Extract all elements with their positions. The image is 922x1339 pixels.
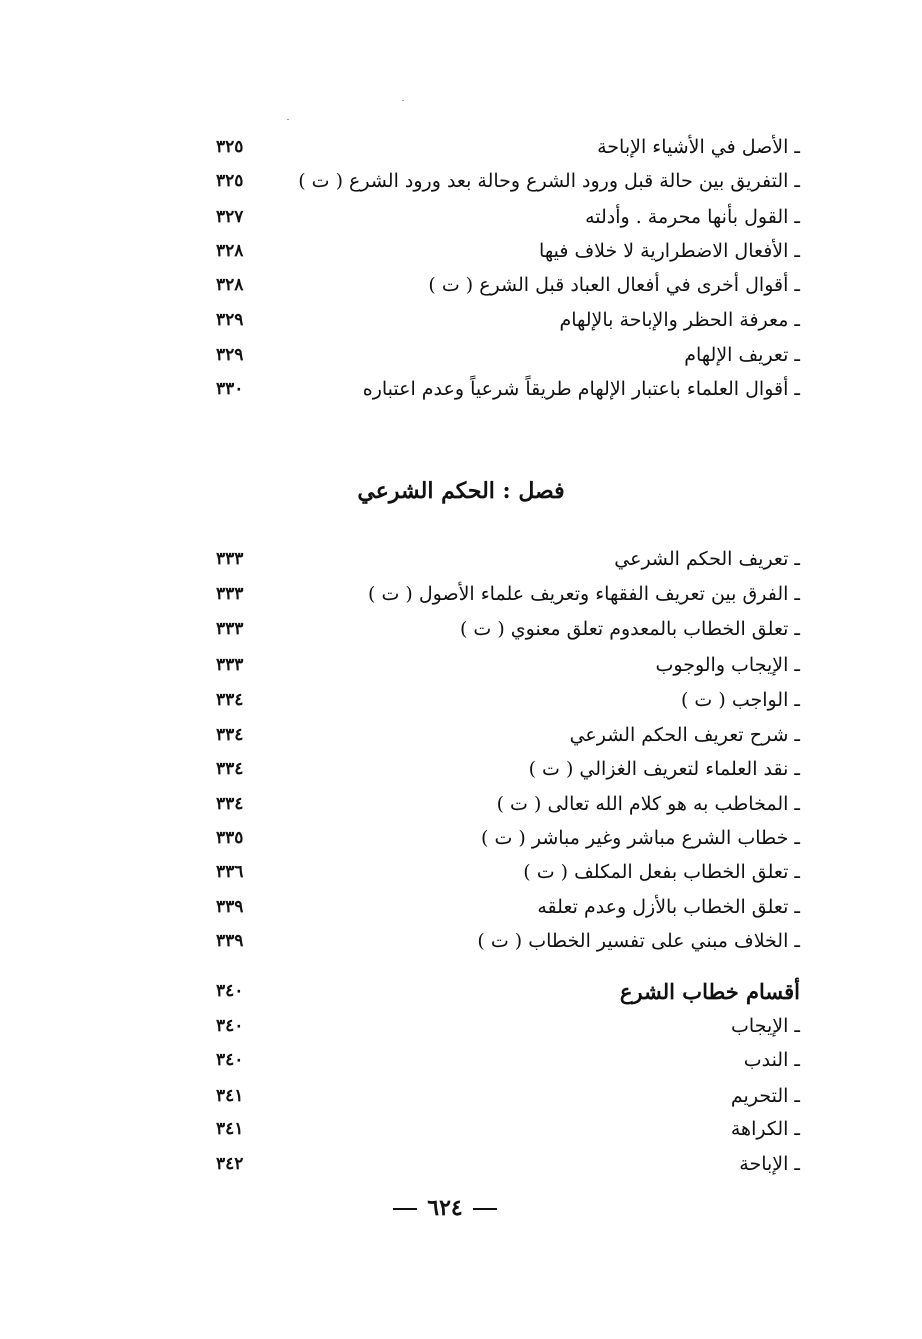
toc-entry-page-number: ٣٢٥ [216, 137, 244, 157]
toc-entry-page-number: ٣٣٩ [216, 931, 244, 951]
toc-entry-row [200, 1011, 800, 1041]
scan-speck [402, 100, 404, 101]
toc-entry-row [200, 270, 800, 300]
subsection-page-number: ٣٤٠ [216, 981, 244, 1001]
toc-entry-page-number: ٣٤١ [216, 1119, 244, 1139]
toc-entry-title: ـ الأصل في الأشياء الإباحة [597, 136, 800, 158]
toc-entry-row [200, 340, 800, 370]
toc-entry-row [200, 166, 800, 196]
toc-entry-title: ـ تعريف الإلهام [684, 344, 800, 366]
subsection-row [200, 976, 800, 1006]
toc-entry-page-number: ٣٢٨ [216, 275, 244, 295]
toc-entry-row [200, 202, 800, 232]
page-folio [0, 1195, 890, 1221]
toc-entry-row [200, 374, 800, 404]
toc-entry-page-number: ٣٢٩ [216, 345, 244, 365]
toc-entry-row [200, 1045, 800, 1075]
folio-dash-right [473, 1208, 497, 1210]
toc-entry-row [200, 823, 800, 853]
toc-entry-row [200, 857, 800, 887]
toc-entry-title: ـ التحريم [730, 1085, 800, 1107]
toc-entry-page-number: ٣٣٥ [216, 828, 244, 848]
toc-entry-row [200, 720, 800, 750]
toc-entry-row [200, 132, 800, 162]
folio-dash-left [393, 1208, 417, 1210]
toc-entry-title: ـ أقوال العلماء باعتبار الإلهام طريقاً شرعياً وعدم اعتباره [362, 378, 800, 400]
toc-entry-title: ـ تعلق الخطاب بفعل المكلف ( ت ) [523, 861, 800, 883]
toc-entry-row [200, 236, 800, 266]
toc-entry-title: ـ الإيجاب والوجوب [655, 654, 800, 676]
toc-entry-page-number: ٣٣٣ [216, 549, 244, 569]
toc-entry-row [200, 926, 800, 956]
subsection-title: أقسام خطاب الشرع [619, 978, 800, 1004]
toc-entry-title: ـ التفريق بين حالة قبل ورود الشرع وحالة بعد ورود الشرع ( ت ) [298, 170, 800, 192]
toc-entry-page-number: ٣٣٤ [216, 690, 244, 710]
toc-entry-page-number: ٣٣٣ [216, 619, 244, 639]
toc-entry-row [200, 1114, 800, 1144]
toc-entry-title: ـ تعلق الخطاب بالمعدوم تعلق معنوي ( ت ) [459, 618, 800, 640]
toc-entry-title: ـ الإيجاب [731, 1015, 800, 1037]
toc-entry-page-number: ٣٣٣ [216, 584, 244, 604]
toc-entry-title: ـ الخلاف مبني على تفسير الخطاب ( ت ) [477, 930, 800, 952]
toc-entry-page-number: ٣٣٤ [216, 759, 244, 779]
toc-entry-page-number: ٣٣٤ [216, 794, 244, 814]
toc-entry-row [200, 789, 800, 819]
toc-entry-title: ـ معرفة الحظر والإباحة بالإلهام [559, 309, 800, 331]
toc-entry-page-number: ٣٢٩ [216, 310, 244, 330]
toc-entry-row [200, 1081, 800, 1111]
toc-entry-title: ـ الواجب ( ت ) [680, 689, 800, 711]
toc-entry-page-number: ٣٤١ [216, 1086, 244, 1106]
toc-entry-title: ـ الكراهة [730, 1118, 800, 1140]
toc-entry-title: ـ أقوال أخرى في أفعال العباد قبل الشرع ( ت ) [428, 274, 800, 296]
toc-entry-page-number: ٣٣٠ [216, 379, 244, 399]
toc-entry-page-number: ٣٤٠ [216, 1016, 244, 1036]
toc-entry-page-number: ٣٣٩ [216, 897, 244, 917]
toc-entry-title: ـ الإباحة [739, 1153, 800, 1175]
toc-entry-page-number: ٣٤٠ [216, 1050, 244, 1070]
toc-entry-row [200, 544, 800, 574]
toc-entry-row [200, 1149, 800, 1179]
toc-entry-title: ـ خطاب الشرع مباشر وغير مباشر ( ت ) [481, 827, 800, 849]
toc-entry-page-number: ٣٣٤ [216, 725, 244, 745]
toc-entry-row [200, 685, 800, 715]
toc-entry-title: ـ الندب [743, 1049, 800, 1071]
toc-entry-title: ـ القول بأنها محرمة . وأدلته [585, 206, 800, 228]
toc-entry-row [200, 305, 800, 335]
toc-entry-row [200, 579, 800, 609]
toc-entry-title: ـ الفرق بين تعريف الفقهاء وتعريف علماء الأصول ( ت ) [368, 583, 800, 605]
toc-entry-title: ـ الأفعال الاضطرارية لا خلاف فيها [539, 240, 800, 262]
toc-entry-page-number: ٣٤٢ [216, 1154, 244, 1174]
toc-entry-title: ـ تعريف الحكم الشرعي [614, 548, 800, 570]
toc-entry-page-number: ٣٢٨ [216, 241, 244, 261]
toc-entry-title: ـ شرح تعريف الحكم الشرعي [569, 724, 800, 746]
toc-entry-title: ـ تعلق الخطاب بالأزل وعدم تعلقه [537, 896, 800, 918]
toc-entry-row [200, 650, 800, 680]
toc-entry-title: ـ نقد العلماء لتعريف الغزالي ( ت ) [528, 758, 800, 780]
scan-speck [287, 119, 289, 120]
toc-entry-page-number: ٣٢٥ [216, 171, 244, 191]
section-title: فصل : الحكم الشرعي [357, 478, 565, 504]
toc-entry-row [200, 892, 800, 922]
toc-entry-page-number: ٣٢٧ [216, 207, 244, 227]
toc-entry-page-number: ٣٣٦ [216, 862, 244, 882]
toc-entry-row [200, 754, 800, 784]
toc-entry-page-number: ٣٣٣ [216, 655, 244, 675]
toc-entry-row [200, 614, 800, 644]
folio-number: ٦٢٤ [427, 1195, 463, 1221]
toc-entry-title: ـ المخاطب به هو كلام الله تعالى ( ت ) [496, 793, 800, 815]
